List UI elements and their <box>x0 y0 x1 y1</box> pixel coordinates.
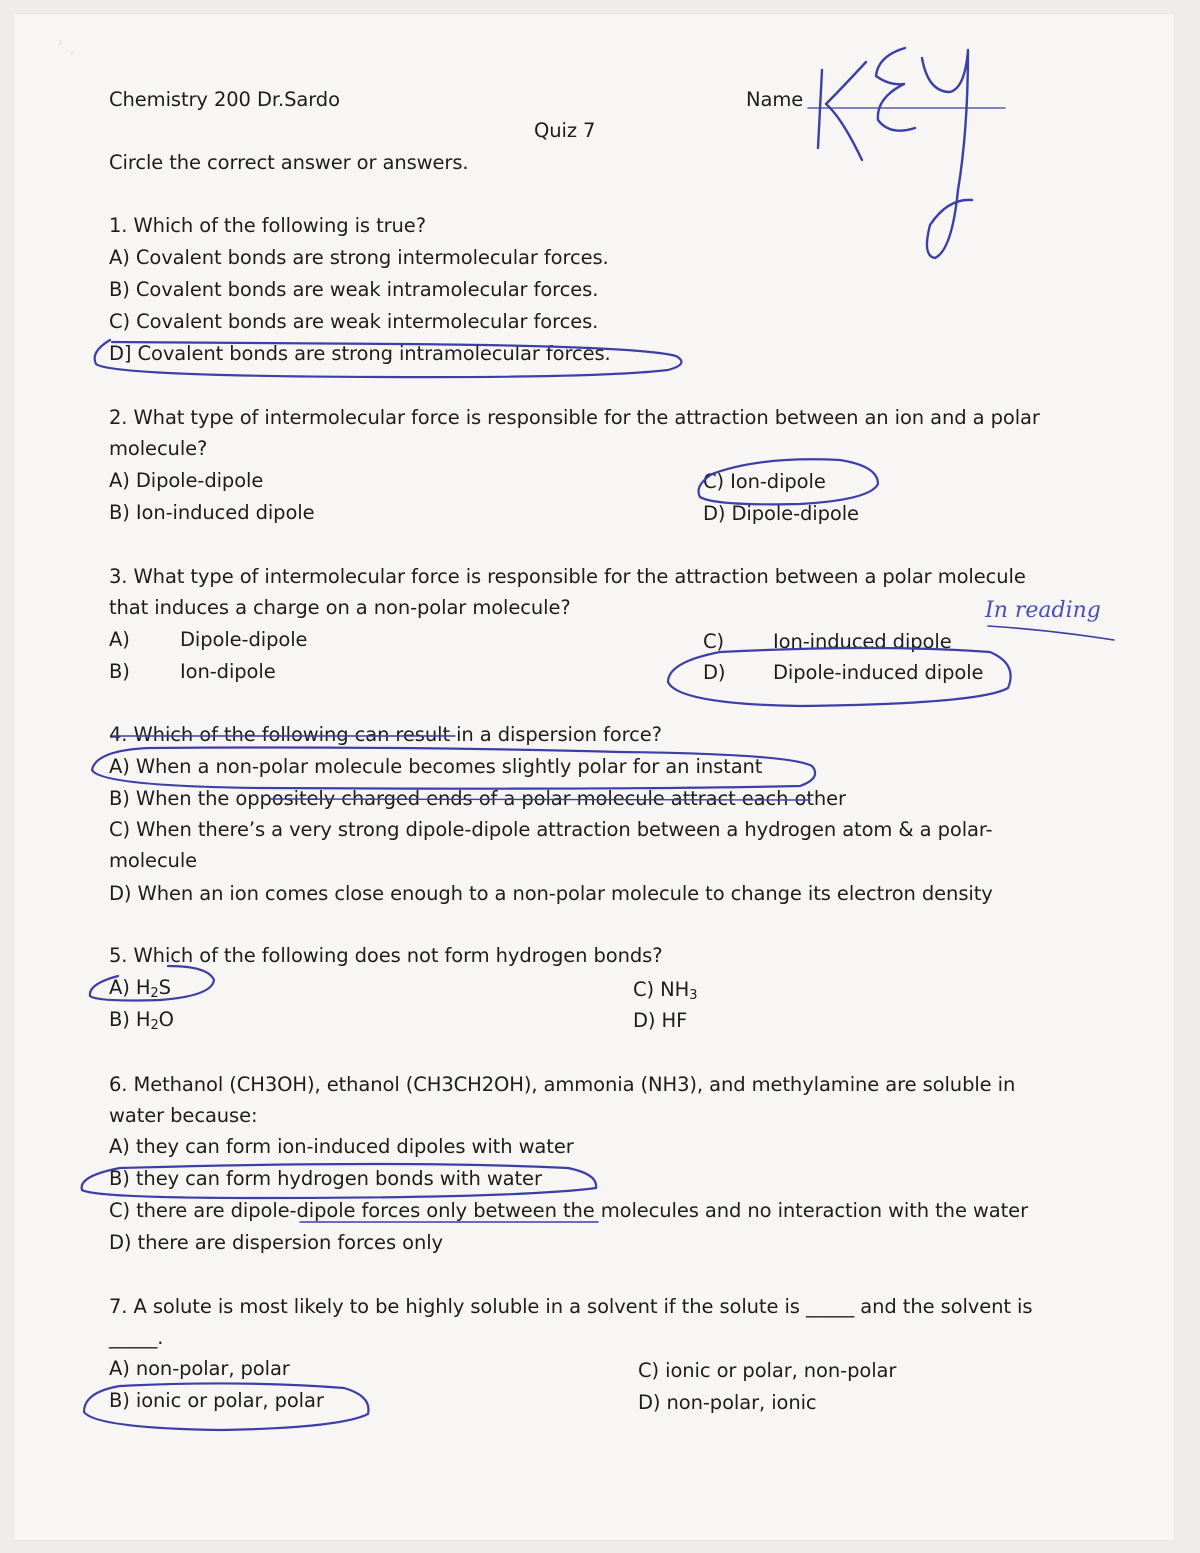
q4-option-c-line2: molecule <box>109 849 198 872</box>
question-3-line2: that induces a charge on a non-polar molecule? <box>109 596 571 619</box>
instruction: Circle the correct answer or answers. <box>109 151 469 174</box>
q1-option-b[interactable]: B) Covalent bonds are weak intramolecular forces. <box>109 278 599 301</box>
q5-c-prefix: C) NH <box>633 978 690 1001</box>
q7-option-a[interactable]: A) non-polar, polar <box>109 1357 290 1380</box>
q5-c-sub: 3 <box>689 988 698 1003</box>
q3-option-b[interactable]: Ion-dipole <box>180 660 276 683</box>
question-2-line1: 2. What type of intermolecular force is responsible for the attraction between an ion and a polar <box>109 406 1040 429</box>
q5-option-c[interactable] <box>633 978 697 1002</box>
q5-a-sub: 2 <box>150 986 159 1001</box>
q4-option-a[interactable]: A) When a non-polar molecule becomes slightly polar for an instant <box>109 755 763 778</box>
q3-option-c-letter: C) <box>703 630 725 653</box>
q5-option-b[interactable] <box>109 1008 174 1032</box>
q3-option-a[interactable]: Dipole-dipole <box>180 628 308 651</box>
q6-option-c[interactable]: C) there are dipole-dipole forces only between the molecules and no interaction with the water <box>109 1199 1028 1222</box>
name-label: Name <box>746 88 804 111</box>
q7-option-c[interactable]: C) ionic or polar, non-polar <box>638 1359 897 1382</box>
q2-option-a[interactable]: A) Dipole-dipole <box>109 469 264 492</box>
q5-a-suffix: S <box>158 976 171 999</box>
q3-option-c[interactable]: Ion-induced dipole <box>773 630 952 653</box>
question-5: 5. Which of the following does not form hydrogen bonds? <box>109 944 663 967</box>
q4-option-c-line1[interactable]: C) When there’s a very strong dipole-dipole attraction between a hydrogen atom & a polar- <box>109 818 993 841</box>
q3-option-d-letter: D) <box>703 661 726 684</box>
q6-option-d[interactable]: D) there are dispersion forces only <box>109 1231 443 1254</box>
q4-option-d[interactable]: D) When an ion comes close enough to a non-polar molecule to change its electron density <box>109 882 993 905</box>
question-7-line1: 7. A solute is most likely to be highly soluble in a solvent if the solute is _____ and the solvent is <box>109 1295 1033 1318</box>
q7-option-d[interactable]: D) non-polar, ionic <box>638 1391 817 1414</box>
question-6-line1: 6. Methanol (CH3OH), ethanol (CH3CH2OH), ammonia (NH3), and methylamine are soluble in <box>109 1073 1016 1096</box>
q4-option-b[interactable]: B) When the oppositely charged ends of a polar molecule attract each other <box>109 787 846 810</box>
handwritten-note-in-reading: In reading <box>985 598 1101 623</box>
question-4: 4. Which of the following can result in a dispersion force? <box>109 723 662 746</box>
q6-option-a[interactable]: A) they can form ion-induced dipoles with water <box>109 1135 574 1158</box>
q5-a-prefix: A) H <box>109 976 151 999</box>
q5-b-suffix: O <box>158 1008 174 1031</box>
question-2-line2: molecule? <box>109 437 208 460</box>
q5-option-a[interactable] <box>109 976 171 1000</box>
q3-option-b-letter: B) <box>109 660 130 683</box>
q3-option-a-letter: A) <box>109 628 130 651</box>
q1-option-a[interactable]: A) Covalent bonds are strong intermolecular forces. <box>109 246 609 269</box>
course-title: Chemistry 200 Dr.Sardo <box>109 88 340 111</box>
quiz-title: Quiz 7 <box>534 119 596 142</box>
q6-option-b[interactable]: B) they can form hydrogen bonds with water <box>109 1167 542 1190</box>
question-7-line2: _____. <box>109 1326 164 1349</box>
q1-option-c[interactable]: C) Covalent bonds are weak intermolecular forces. <box>109 310 599 333</box>
q1-option-d[interactable]: D] Covalent bonds are strong intramolecular forces. <box>109 342 611 365</box>
q5-b-prefix: B) H <box>109 1008 151 1031</box>
q2-option-c[interactable]: C) Ion-dipole <box>703 470 826 493</box>
question-1: 1. Which of the following is true? <box>109 214 426 237</box>
q3-option-d[interactable]: Dipole-induced dipole <box>773 661 984 684</box>
q2-option-d[interactable]: D) Dipole-dipole <box>703 502 859 525</box>
question-6-line2: water because: <box>109 1104 258 1127</box>
q2-option-b[interactable]: B) Ion-induced dipole <box>109 501 315 524</box>
q5-b-sub: 2 <box>150 1018 159 1033</box>
q7-option-b[interactable]: B) ionic or polar, polar <box>109 1389 324 1412</box>
q5-option-d[interactable]: D) HF <box>633 1009 688 1032</box>
scan-mark: ʾ . <box>58 38 75 59</box>
question-3-line1: 3. What type of intermolecular force is responsible for the attraction between a polar molecule <box>109 565 1026 588</box>
